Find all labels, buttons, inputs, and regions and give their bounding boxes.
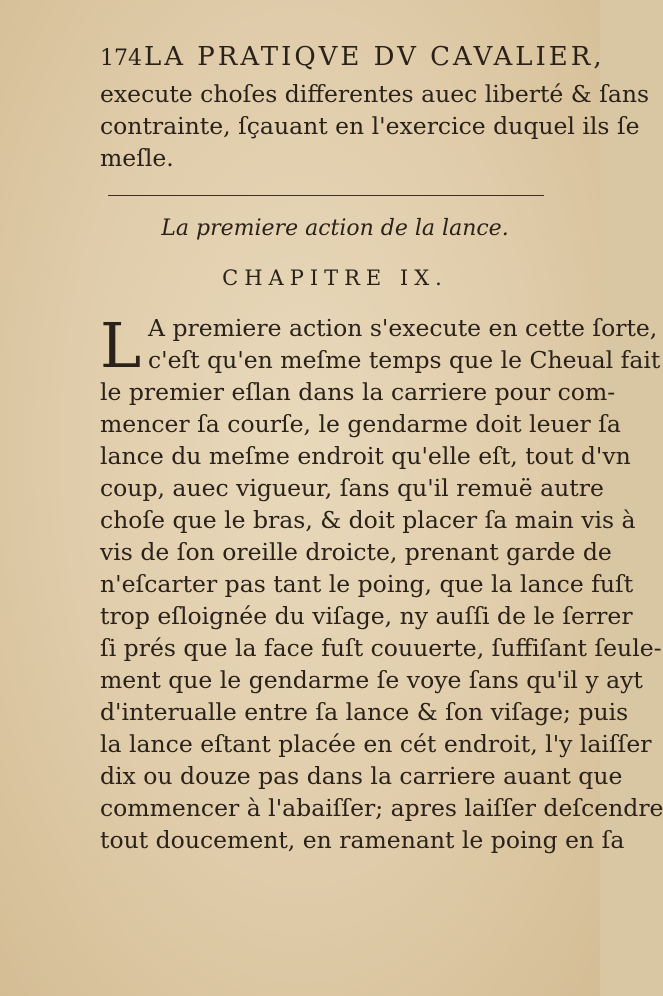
- section-divider: [108, 195, 544, 196]
- section-title: La premiere action de la lance.: [161, 216, 509, 241]
- drop-cap: L: [100, 309, 142, 382]
- text-line: A premiere action s'execute en cette ſorte,: [148, 314, 658, 342]
- text-line: commencer à l'abaiſſer; apres laiſſer deſcendre: [100, 794, 663, 822]
- intro-paragraph: [100, 78, 650, 174]
- text-line: dix ou douze pas dans la carriere auant que: [100, 762, 623, 790]
- text-line: execute choſes differentes auec liberté & ſans: [100, 80, 650, 108]
- text-line: tout doucement, en ramenant le poing en ſa: [100, 826, 625, 854]
- page-number: 174: [100, 46, 142, 71]
- text-line: coup, auec vigueur, ſans qu'il remuë autre: [100, 474, 604, 502]
- chapter-body: [100, 309, 663, 856]
- text-line: n'eſcarter pas tant le poing, que la lance fuſt: [100, 570, 634, 598]
- text-line: lance du meſme endroit qu'elle eſt, tout d'vn: [100, 442, 631, 470]
- text-line: meſle.: [100, 144, 174, 172]
- text-line: vis de ſon oreille droicte, prenant garde de: [100, 538, 612, 566]
- chapter-heading: CHAPITRE IX.: [222, 266, 448, 290]
- text-line: mencer ſa courſe, le gendarme doit leuer ſa: [100, 410, 621, 438]
- text-line: ſi prés que la face fuſt couuerte, ſuffiſant ſeule-: [100, 634, 662, 662]
- text-line: trop eſloignée du viſage, ny auſſi de le ſerrer: [100, 602, 633, 630]
- running-header: [100, 42, 605, 72]
- text-line: le premier eſlan dans la carriere pour com-: [100, 378, 616, 406]
- text-line: contrainte, ſçauant en l'exercice duquel ils ſe: [100, 112, 640, 140]
- running-title: LA PRATIQVE DV CAVALIER,: [144, 42, 605, 72]
- text-line: ment que le gendarme ſe voye ſans qu'il y ayt: [100, 666, 643, 694]
- text-line: c'eſt qu'en meſme temps que le Cheual fait: [148, 346, 661, 374]
- text-line: choſe que le bras, & doit placer ſa main vis à: [100, 506, 636, 534]
- text-line: la lance eſtant placée en cét endroit, l'y laiſſer: [100, 730, 652, 758]
- text-line: d'interualle entre ſa lance & ſon viſage; puis: [100, 698, 629, 726]
